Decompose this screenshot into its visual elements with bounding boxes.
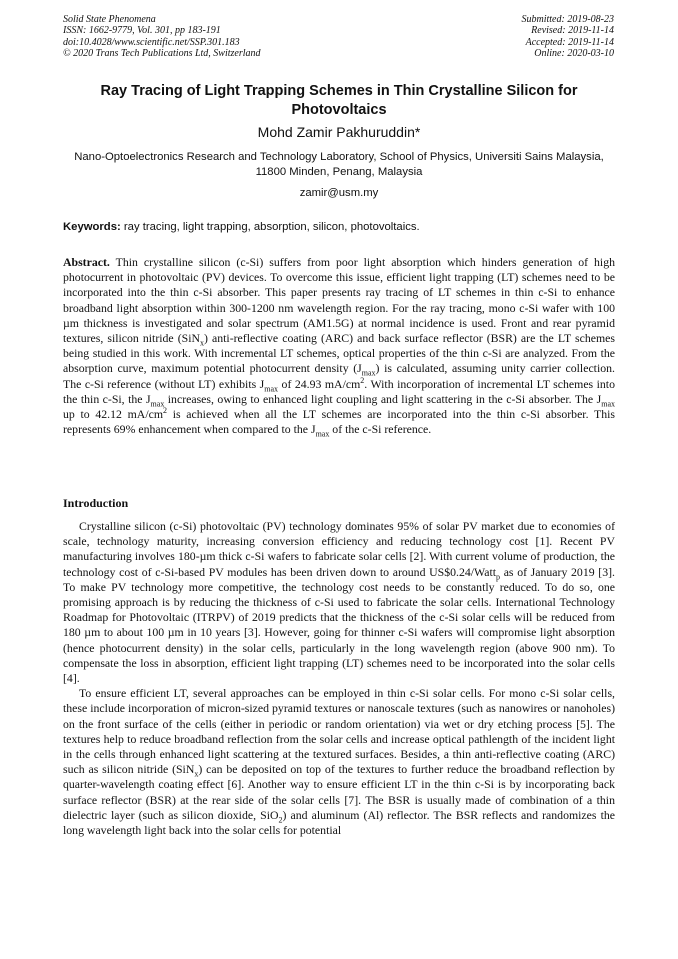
subscript: x xyxy=(194,769,199,779)
superscript: 2 xyxy=(360,375,365,385)
subscript: max xyxy=(601,399,615,409)
introduction-body xyxy=(63,519,615,838)
abstract-text: of the c-Si reference. xyxy=(329,422,432,437)
abstract xyxy=(63,255,615,437)
abstract-text: increases, owing to enhanced light coupling and light scattering in the c-Si absorber. The J xyxy=(164,391,602,406)
author-affiliation: Nano-Optoelectronics Research and Technology Laboratory, School of Physics, Universiti Sains Malaysia, 11800 Minden, Penang, Malaysia xyxy=(74,151,604,178)
subscript: 2 xyxy=(278,815,283,825)
author-email[interactable]: zamir@usm.my xyxy=(299,187,379,199)
date-accepted: Accepted: 2019-11-14 xyxy=(525,36,614,48)
intro-text: ) and aluminum (Al) reflector. The BSR reflects and randomizes the long wavelength light back into the solar cells for potential xyxy=(63,807,615,838)
journal-header-right xyxy=(522,14,615,60)
journal-header-left xyxy=(63,14,261,60)
date-submitted: Submitted: 2019-08-23 xyxy=(521,14,614,25)
date-revised: Revised: 2019-11-14 xyxy=(531,25,614,37)
abstract-label: Abstract. xyxy=(63,255,110,269)
journal-copyright: © 2020 Trans Tech Publications Ltd, Switzerland xyxy=(63,48,261,60)
intro-text: ) can be deposited on top of the textures to further reduce the broadband reflection by quarter-wavelength coating effect [6]. Another way to ensure efficient LT in the thin c-Si is by incorporating back surface reflector (BSR) at the rear side of the solar cells [7]. The BSR is usually made of combination of a thin dielectric layer (such as silicon dioxide, SiO xyxy=(63,762,615,822)
abstract-text: Thin crystalline silicon (c-Si) suffers from poor light absorption which hinders generation of high photocurrent in photovoltaic (PV) devices. To overcome this issue, efficient light trapping (LT) schemes need to be incorporated into the thin c-Si absorber. This paper presents ray tracing of LT schemes in thin c-Si to enhance broadband light absorption within 300-1200 nm wavelength region. For the ray tracing, mono c-Si wafer with 100 µm thickness is investigated and solar spectrum (AM1.5G) at normal incidence is used. Front and rear pyramid textures, silicon nitride (SiN xyxy=(63,255,615,346)
abstract-text: ) anti-reflective coating (ARC) and back surface reflector (BSR) are the LT schemes being studied in this work. With incremental LT schemes, optical properties of the thin c-Si are analyzed. From the absorption curve, maximum potential photocurrent density (J xyxy=(63,331,615,376)
intro-paragraph-1 xyxy=(63,519,615,686)
paper-title: Ray Tracing of Light Trapping Schemes in Thin Crystalline Silicon for Photovoltaics xyxy=(100,83,578,118)
paper-author: Mohd Zamir Pakhuruddin* xyxy=(257,124,421,140)
abstract-text: . With incorporation of incremental LT schemes into the thin c-Si, the J xyxy=(63,376,615,406)
subscript: max xyxy=(315,429,330,439)
abstract-text: is achieved when all the LT schemes are incorporated into the thin c-Si absorber. This represents 69% enhancement when compared to the J xyxy=(63,407,615,437)
intro-paragraph-2 xyxy=(63,686,615,838)
abstract-text: ) is calculated, assuming unity carrier collection. The c-Si reference (without LT) exhibits J xyxy=(63,361,615,391)
abstract-text: up to 42.12 mA/cm xyxy=(63,407,164,422)
intro-text: Crystalline silicon (c-Si) photovoltaic (PV) technology dominates 95% of solar PV market due to economies of scale, technology maturity, increasing conversion efficiency and reducing technology cost [1]. Recent PV manufacturing involves 180-µm thick c-Si wafers to fabricate solar cells [2]. With current volume of production, the technology cost of c-Si-based PV modules has been driven down to around US$0.24/Watt xyxy=(63,519,615,579)
keywords-label: Keywords: xyxy=(63,221,121,233)
journal-doi[interactable]: doi:10.4028/www.scientific.net/SSP.301.183 xyxy=(63,36,240,48)
journal-issn: ISSN: 1662-9779, Vol. 301, pp 183-191 xyxy=(63,25,221,37)
intro-text: To ensure efficient LT, several approaches can be employed in thin c-Si solar cells. For mono c-Si solar cells, these include incorporation of micron-sized pyramid textures or nanoscale textures (such as nanowires or nanoholes) on the front surface of the cells (either in periodic or random orientation) via wet or dry etching process [5]. The textures help to reduce broadband reflection from the solar cells and increase optical pathlength of the incident light in the cells through enhanced light scattering at the textured surfaces. Besides, a thin anti-reflective coating (ARC) such as silicon nitride (SiN xyxy=(63,686,615,777)
subscript: p xyxy=(496,571,501,581)
subscript: max xyxy=(150,399,165,409)
date-online: Online: 2020-03-10 xyxy=(534,48,614,60)
abstract-text: of 24.93 mA/cm xyxy=(278,376,361,391)
journal-name: Solid State Phenomena xyxy=(63,14,156,25)
abstract-paragraph xyxy=(63,255,615,437)
subscript: max xyxy=(361,368,376,378)
superscript: 2 xyxy=(163,406,168,416)
intro-text: as of January 2019 [3]. To make PV technology more competitive, the technology cost needs to be constantly reduced. To do so, one promising approach is by reducing the thickness of c-Si used to fabricate the solar cells. International Technology Roadmap for Photovoltaic (ITRPV) of 2019 predicts that the thickness of the c-Si solar cells will be reduced from 180 µm to about 100 µm in 10 years [3]. However, going for thinner c-Si wafers will compromise light absorption (hence photocurrent density) in the solar cells, particularly in the long wavelength region (above 900 nm). To compensate the loss in absorption, efficient light trapping (LT) schemes need to be incorporated into the solar cells [4]. xyxy=(63,564,615,686)
keywords xyxy=(63,220,615,234)
keywords-text: ray tracing, light trapping, absorption, silicon, photovoltaics. xyxy=(120,221,420,233)
section-heading-introduction: Introduction xyxy=(63,496,129,510)
subscript: max xyxy=(264,383,279,393)
subscript: x xyxy=(200,338,205,348)
